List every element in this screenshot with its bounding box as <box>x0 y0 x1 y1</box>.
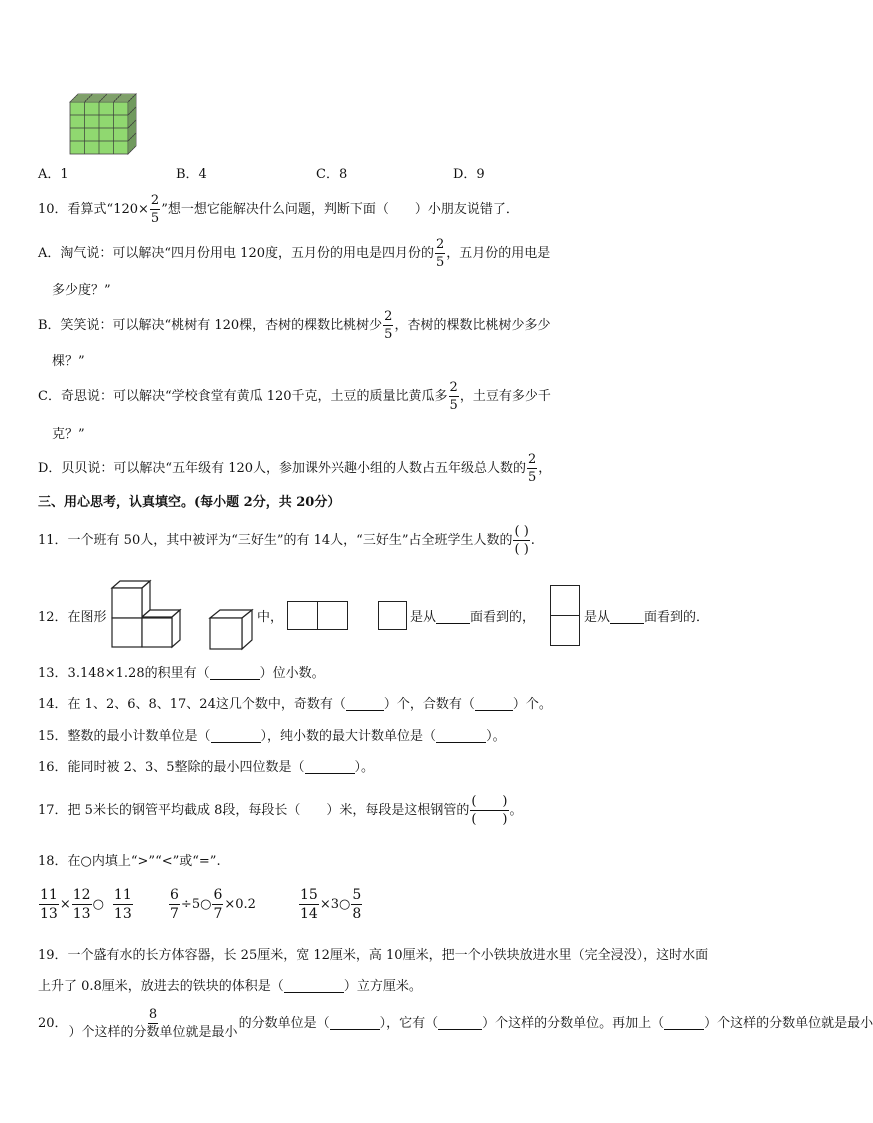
stacked-cubes-icon <box>110 580 190 650</box>
cube-icon <box>208 608 256 652</box>
view-front-box-left <box>287 601 318 630</box>
q18-title: 18．在○内填上“>”“<”或“=”. <box>38 854 221 869</box>
q18-expr-2: $\frac{6}{7}$ ÷5○ $\frac{6}{7}$ ×0.2 <box>170 887 256 922</box>
q19-line1: 19．一个盛有水的长方体容器，长 25厘米，宽 12厘米，高 10厘米，把一个小铁块放进水里（完全浸没），这时水面 <box>38 948 709 963</box>
q10-option-d: D．贝贝说：可以解决“五年级有 120人，参加课外兴趣小组的人数占五年级总人数的 $\frac{2}{5}$ ， <box>38 452 552 485</box>
option-c: C．8 <box>316 167 348 182</box>
option-b: B．4 <box>176 167 207 182</box>
q18-expr-3: $\frac{15}{14}$ ×3○ $\frac{5}{8}$ <box>300 887 362 922</box>
q17: 17．把 5米长的钢管平均截成 8段，每段长（ ）米，每段是这根钢管的 $\frac{( )}{( )}$ 。 <box>38 794 523 827</box>
q14: 14．在 1、2、6、8、17、24这几个数中，奇数有（ ）个，合数有（ ）个。 <box>38 697 552 712</box>
q12-label-b: 中， <box>257 610 284 625</box>
view-top-box <box>550 585 580 616</box>
q10-option-c: C．奇思说：可以解决“学校食堂有黄瓜 120千克，土豆的质量比黄瓜多 $\frac{2}{5}$ ，土豆有多少千 <box>38 380 551 413</box>
cube-figure <box>68 92 140 159</box>
green-cube-icon <box>68 92 140 156</box>
q10-option-a: A．淘气说：可以解决“四月份用电 120度，五月份的用电是四月份的 $\frac{2}{5}$ ，五月份的用电是 <box>38 237 551 270</box>
q15: 15．整数的最小计数单位是（ ），纯小数的最大计数单位是（ ）。 <box>38 729 506 744</box>
q12-clause-1: 是从 面看到的， <box>410 610 536 625</box>
view-single-box <box>378 601 407 630</box>
view-bottom-box <box>550 615 580 646</box>
q11: 11．一个班有 50人，其中被评为“三好生”的有 14人，“三好生”占全班学生人数的 $\frac{( )}{( )}$ . <box>38 524 535 557</box>
option-d: D．9 <box>453 167 485 182</box>
q18-expr-1: $\frac{11}{13}$ × $\frac{12}{13}$ ○ $\frac{11}{13}$ <box>40 887 132 922</box>
q10-option-a-line2: 多少度？” <box>52 283 111 298</box>
q12-label-a: 12．在图形 <box>38 610 107 625</box>
section-title: 三、用心思考，认真填空。(每小题 2分，共 20分） <box>38 495 341 510</box>
q13: 13．3.148×1.28的积里有（ ）位小数。 <box>38 666 325 681</box>
option-a: A．1 <box>38 167 69 182</box>
q16: 16．能同时被 2、3、5整除的最小四位数是（ ）。 <box>38 760 375 775</box>
q10-option-b: B．笑笑说：可以解决“桃树有 120棵，杏树的棵数比桃树少 $\frac{2}{5}$ ，杏树的棵数比桃树少多少 <box>38 309 551 342</box>
q12-clause-2: 是从 面看到的． <box>584 610 710 625</box>
q12-solid-figure <box>110 580 190 653</box>
q10-option-b-line2: 棵？” <box>52 354 85 369</box>
q10-stem: 10．看算式“120× $\frac{2}{5}$ ”想一想它能解决什么问题，判断下面（ ）小朋友说错了． <box>38 193 519 226</box>
q10-option-c-line2: 克？” <box>52 427 85 442</box>
q19-line2: 上升了 0.8厘米，放进去的铁块的体积是（ ）立方厘米。 <box>38 979 422 994</box>
view-front-box-right <box>317 601 348 630</box>
q20: 20． $\frac{8}{\text{）个这样的分数单位就是最小}}$ 的分数单位是（ ），它有（ ）个这样的分数单位。再加上（ ）个这样的分数单位就是最小 <box>38 1007 873 1040</box>
q12-single-cube <box>208 608 256 655</box>
